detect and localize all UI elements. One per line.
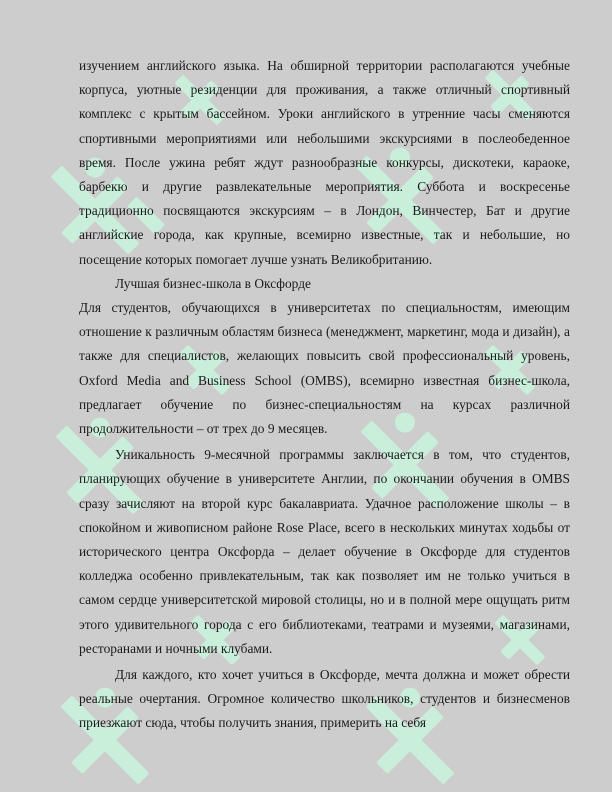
paragraph-business-school: Для студентов, обучающихся в университетах по специальностям, имеющим отношение к различным областям бизнеса (менеджмент, маркетинг, мода и дизайн), а также для специалистов, желающих повысить свой профессиональный уровень, Oxford Media and Business School (OMBS), всемирно известная бизнес-школа, предлагает обучение по бизнес-специальностям на курсах различной продолжительности – от трех до 9 месяцев.	[79, 300, 570, 437]
document-body	[79, 54, 570, 736]
paragraph-dream: Для каждого, кто хочет учиться в Оксфорде, мечта должна и может обрести реальные очертания. Огромное количество школьников, студентов и бизнесменов приезжают сюда, чтобы получить знания, примерить на себя	[79, 667, 570, 731]
paragraph-intro: изучением английского языка. На обширной территории располагаются учебные корпуса, уютные резиденции для проживания, а также отличный спортивный комплекс с крытым бассейном. Уроки английского в утренние часы сменяются спортивными мероприятиями или небольшими экскурсиями в послеобеденное время. После ужина ребят ждут разнообразные конкурсы, дискотеки, караоке, барбекю и другие развлекательные мероприятия. Суббота и воскресенье традиционно посвящаются экскурсиям – в Лондон, Винчестер, Бат и другие английские города, как крупные, всемирно известные, так и небольшие, но посещение которых помогает лучше узнать Великобританию.	[79, 58, 570, 267]
section-heading: Лучшая бизнес-школа в Оксфорде	[115, 275, 311, 291]
paragraph-program: Уникальность 9-месячной программы заключается в том, что студентов, планирующих обучение в университете Англии, по окончании обучения в OMBS сразу зачисляют на второй курс бакалавриата. Удачное расположение школы – в спокойном и живописном районе Rose Place, всего в нескольких минутах ходьбы от исторического центра Оксфорда – делает обучение в Оксфорде для студентов колледжа особенно привлекательным, так как позволяет им не только учиться в самом сердце университетской мировой столицы, но и в полной мере ощущать ритм этого удивительного города с его библиотеками, театрами и музеями, магазинами, ресторанами и ночными клубами.	[79, 447, 570, 656]
